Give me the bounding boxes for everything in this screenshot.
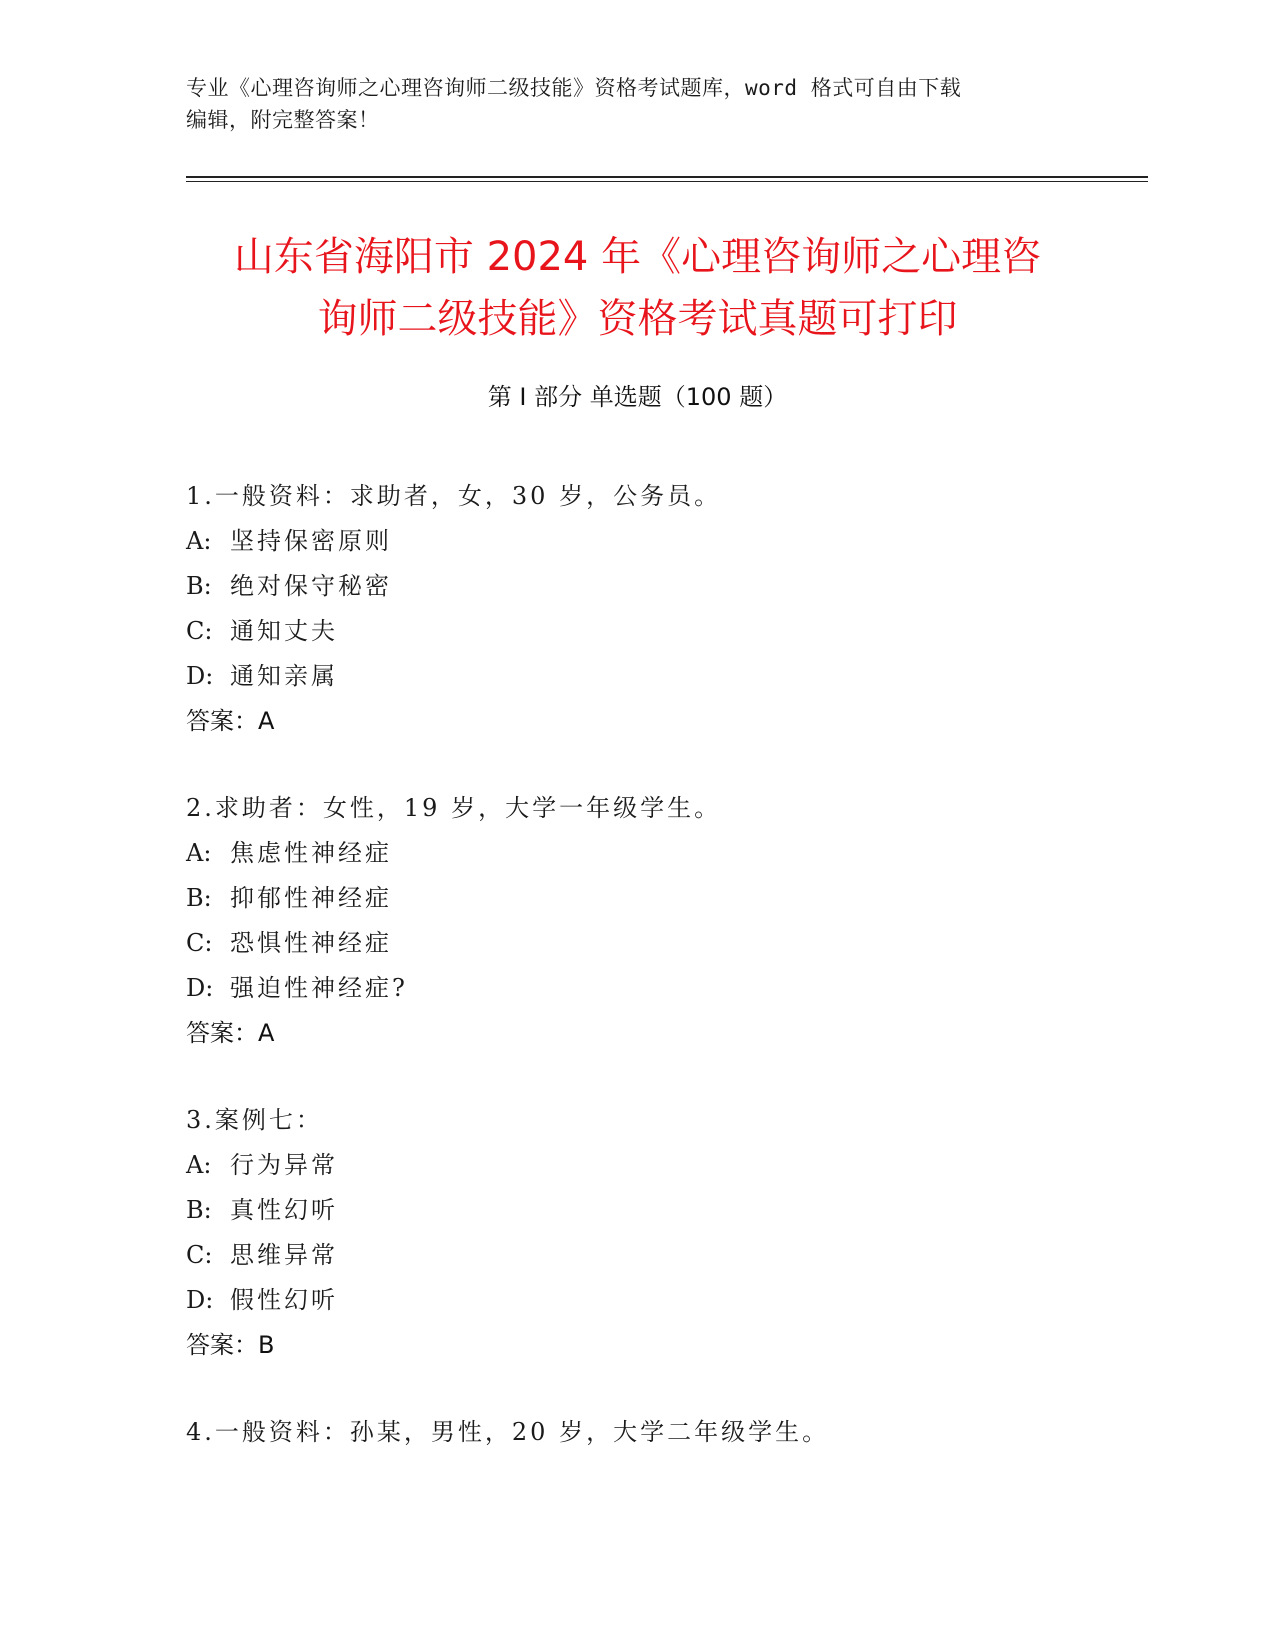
option-d (186, 1278, 1136, 1323)
question-2 (186, 786, 1136, 1056)
option-letter: A: (186, 527, 212, 555)
option-d (186, 654, 1136, 699)
option-text: 坚持保密原则 (230, 527, 392, 555)
option-letter: D: (186, 1286, 214, 1314)
document-title (150, 226, 1125, 350)
option-text: 假性幻听 (230, 1286, 338, 1314)
option-a (186, 831, 1136, 876)
option-b (186, 564, 1136, 609)
header-note (186, 72, 1086, 136)
option-letter: C: (186, 1241, 213, 1269)
question-stem: 3.案例七： (186, 1106, 323, 1134)
option-b (186, 1188, 1136, 1233)
title-line-1: 山东省海阳市 2024 年《心理咨询师之心理咨 (233, 234, 1042, 280)
option-text: 通知丈夫 (230, 617, 338, 645)
option-letter: B: (186, 884, 212, 912)
section-heading: 第 I 部分 单选题（100 题） (487, 383, 788, 411)
question-4 (186, 1410, 1136, 1455)
answer-label: 答案：A (186, 707, 275, 735)
option-text: 绝对保守秘密 (230, 572, 392, 600)
option-b (186, 876, 1136, 921)
option-letter: D: (186, 974, 214, 1002)
option-a (186, 1143, 1136, 1188)
title-line-2: 询师二级技能》资格考试真题可打印 (317, 296, 958, 342)
option-text: 恐惧性神经症 (230, 929, 392, 957)
header-note-line-1: 专业《心理咨询师之心理咨询师二级技能》资格考试题库，word 格式可自由下载 (186, 76, 962, 100)
option-c (186, 609, 1136, 654)
option-letter: D: (186, 662, 214, 690)
option-text: 抑郁性神经症 (230, 884, 392, 912)
header-divider-thin (186, 181, 1148, 182)
option-text: 焦虑性神经症 (230, 839, 392, 867)
option-c (186, 921, 1136, 966)
question-stem: 2.求助者：女性，19 岁，大学一年级学生。 (186, 794, 722, 822)
option-letter: B: (186, 572, 212, 600)
option-a (186, 519, 1136, 564)
question-1 (186, 474, 1136, 744)
option-text: 强迫性神经症? (230, 974, 408, 1002)
answer-label: 答案：B (186, 1331, 275, 1359)
option-c (186, 1233, 1136, 1278)
option-letter: C: (186, 929, 213, 957)
question-stem: 1.一般资料：求助者，女，30 岁，公务员。 (186, 482, 722, 510)
answer-label: 答案：A (186, 1019, 275, 1047)
option-letter: A: (186, 1151, 212, 1179)
option-text: 通知亲属 (230, 662, 338, 690)
option-text: 思维异常 (230, 1241, 338, 1269)
option-text: 行为异常 (230, 1151, 338, 1179)
option-text: 真性幻听 (230, 1196, 338, 1224)
question-stem: 4.一般资料：孙某，男性，20 岁，大学二年级学生。 (186, 1418, 830, 1446)
question-3 (186, 1098, 1136, 1368)
option-letter: A: (186, 839, 212, 867)
header-divider-thick (186, 176, 1148, 178)
option-d (186, 966, 1136, 1011)
question-list (186, 474, 1136, 1497)
header-note-line-2: 编辑，附完整答案！ (186, 108, 380, 132)
option-letter: C: (186, 617, 213, 645)
option-letter: B: (186, 1196, 212, 1224)
